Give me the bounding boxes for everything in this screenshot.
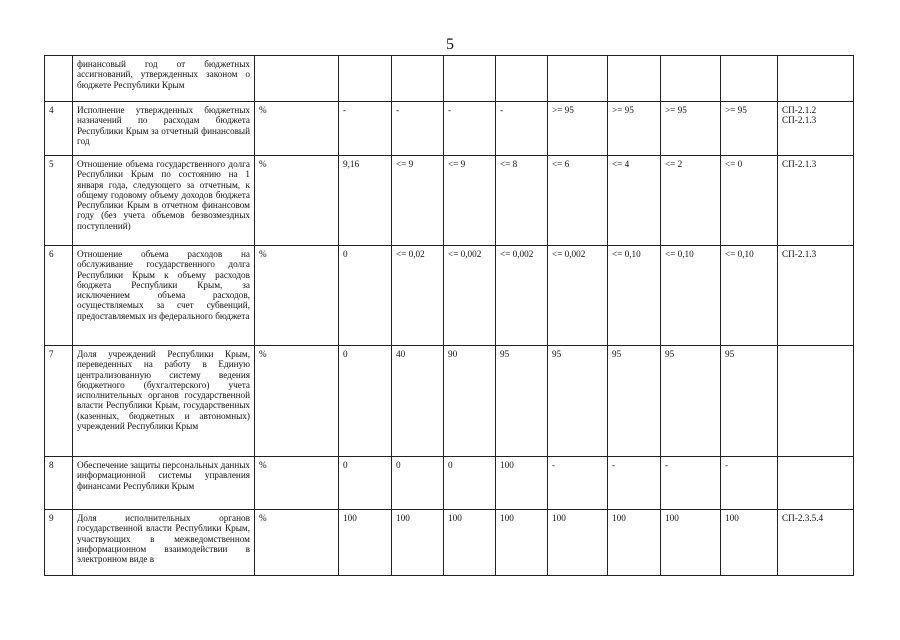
value-cell: 90 [444, 346, 496, 457]
unit-cell: % [255, 102, 339, 156]
reference-code: СП-2.1.3 [782, 159, 817, 169]
page-number: 5 [446, 36, 454, 53]
row-number-cell: 8 [45, 457, 73, 510]
value-cell: - [444, 102, 496, 156]
reference-code: СП-2.1.3 [782, 249, 817, 259]
row-number-cell: 5 [45, 156, 73, 246]
value-cell [392, 56, 444, 102]
value-cell: 95 [496, 346, 548, 457]
reference-code: СП-2.1.3 [782, 115, 817, 126]
value-cell: - [392, 102, 444, 156]
value-cell: 95 [661, 346, 721, 457]
unit-cell [255, 56, 339, 102]
table-body [45, 56, 854, 576]
value-cell: 100 [496, 457, 548, 510]
unit-cell: % [255, 457, 339, 510]
value-cell: 100 [392, 510, 444, 576]
reference-code: СП-2.1.2 [782, 105, 817, 115]
value-cell: - [496, 102, 548, 156]
value-cell: >= 95 [721, 102, 778, 156]
value-cell [721, 56, 778, 102]
value-cell: <= 6 [548, 156, 608, 246]
value-cell: 40 [392, 346, 444, 457]
value-cell [339, 56, 392, 102]
value-cell: 100 [661, 510, 721, 576]
value-cell: - [548, 457, 608, 510]
value-cell: 100 [496, 510, 548, 576]
value-cell: <= 9 [392, 156, 444, 246]
value-cell: <= 0,02 [392, 246, 444, 346]
value-cell: 0 [339, 457, 392, 510]
table-row [45, 102, 854, 156]
value-cell: 0 [444, 457, 496, 510]
value-cell: >= 95 [548, 102, 608, 156]
value-cell: - [721, 457, 778, 510]
value-cell [661, 56, 721, 102]
value-cell [444, 56, 496, 102]
value-cell: >= 95 [661, 102, 721, 156]
value-cell: >= 95 [608, 102, 661, 156]
value-cell: 100 [548, 510, 608, 576]
value-cell: 100 [339, 510, 392, 576]
value-cell: 100 [721, 510, 778, 576]
reference-cell [778, 510, 854, 576]
reference-cell [778, 346, 854, 457]
table-row [45, 56, 854, 102]
reference-cell [778, 457, 854, 510]
indicators-table [44, 55, 854, 576]
value-cell [608, 56, 661, 102]
table-row [45, 246, 854, 346]
reference-cell [778, 102, 854, 156]
value-cell: 0 [339, 346, 392, 457]
value-cell: 0 [392, 457, 444, 510]
value-cell: <= 0,002 [444, 246, 496, 346]
value-cell: - [661, 457, 721, 510]
value-cell: 9,16 [339, 156, 392, 246]
value-cell: 100 [608, 510, 661, 576]
value-cell: <= 2 [661, 156, 721, 246]
row-number-cell: 6 [45, 246, 73, 346]
table-row [45, 156, 854, 246]
unit-cell: % [255, 156, 339, 246]
indicator-description-cell: Отношение объема расходов на обслуживание государственного долга Республики Крым к объему расходов бюджета Республики Крым, за исключением объема расходов, осуществляемых за счет субвенций, предоставляемых из федерального бюджета [73, 246, 255, 346]
unit-cell: % [255, 510, 339, 576]
value-cell: 95 [608, 346, 661, 457]
table-row [45, 346, 854, 457]
indicator-description-cell: Доля исполнительных органов государственной власти Республики Крым, участвующих в межведомственном информационном взаимодействии в электронном виде в [73, 510, 255, 576]
value-cell: - [339, 102, 392, 156]
unit-cell: % [255, 346, 339, 457]
value-cell [496, 56, 548, 102]
value-cell: <= 4 [608, 156, 661, 246]
value-cell: 0 [339, 246, 392, 346]
value-cell: <= 0,10 [721, 246, 778, 346]
indicator-description-cell: Обеспечение защиты персональных данных информационной системы управления финансами Республики Крым [73, 457, 255, 510]
row-number-cell [45, 56, 73, 102]
value-cell: <= 9 [444, 156, 496, 246]
value-cell: - [608, 457, 661, 510]
row-number-cell: 7 [45, 346, 73, 457]
value-cell: 95 [548, 346, 608, 457]
unit-cell: % [255, 246, 339, 346]
value-cell [548, 56, 608, 102]
reference-cell [778, 246, 854, 346]
value-cell: <= 0,10 [608, 246, 661, 346]
reference-cell [778, 56, 854, 102]
value-cell: <= 0,002 [496, 246, 548, 346]
value-cell: <= 0,10 [661, 246, 721, 346]
value-cell: 95 [721, 346, 778, 457]
value-cell: 100 [444, 510, 496, 576]
indicator-description-cell: финансовый год от бюджетных ассигнований, утвержденных законом о бюджете Республики Крым [73, 56, 255, 102]
reference-cell [778, 156, 854, 246]
value-cell: <= 8 [496, 156, 548, 246]
value-cell: <= 0,002 [548, 246, 608, 346]
indicator-description-cell: Отношение объема государственного долга Республики Крым по состоянию на 1 января года, следующего за отчетным, к общему годовому объему доходов бюджета Республики Крым в отчетном финансовом году (без учета объемов безвозмездных поступлений) [73, 156, 255, 246]
table-row [45, 510, 854, 576]
indicator-description-cell: Исполнение утвержденных бюджетных назначений по расходам бюджета Республики Крым за отчетный финансовый год [73, 102, 255, 156]
reference-code: СП-2.3.5.4 [782, 513, 824, 523]
row-number-cell: 4 [45, 102, 73, 156]
value-cell: <= 0 [721, 156, 778, 246]
row-number-cell: 9 [45, 510, 73, 576]
indicator-description-cell: Доля учреждений Республики Крым, переведенных на работу в Единую централизованную систему ведения бюджетного (бухгалтерского) учета исполнительных органов государственной власти Республики Крым, государственных (казенных, бюджетных и автономных) учреждений Республики Крым [73, 346, 255, 457]
table-row [45, 457, 854, 510]
